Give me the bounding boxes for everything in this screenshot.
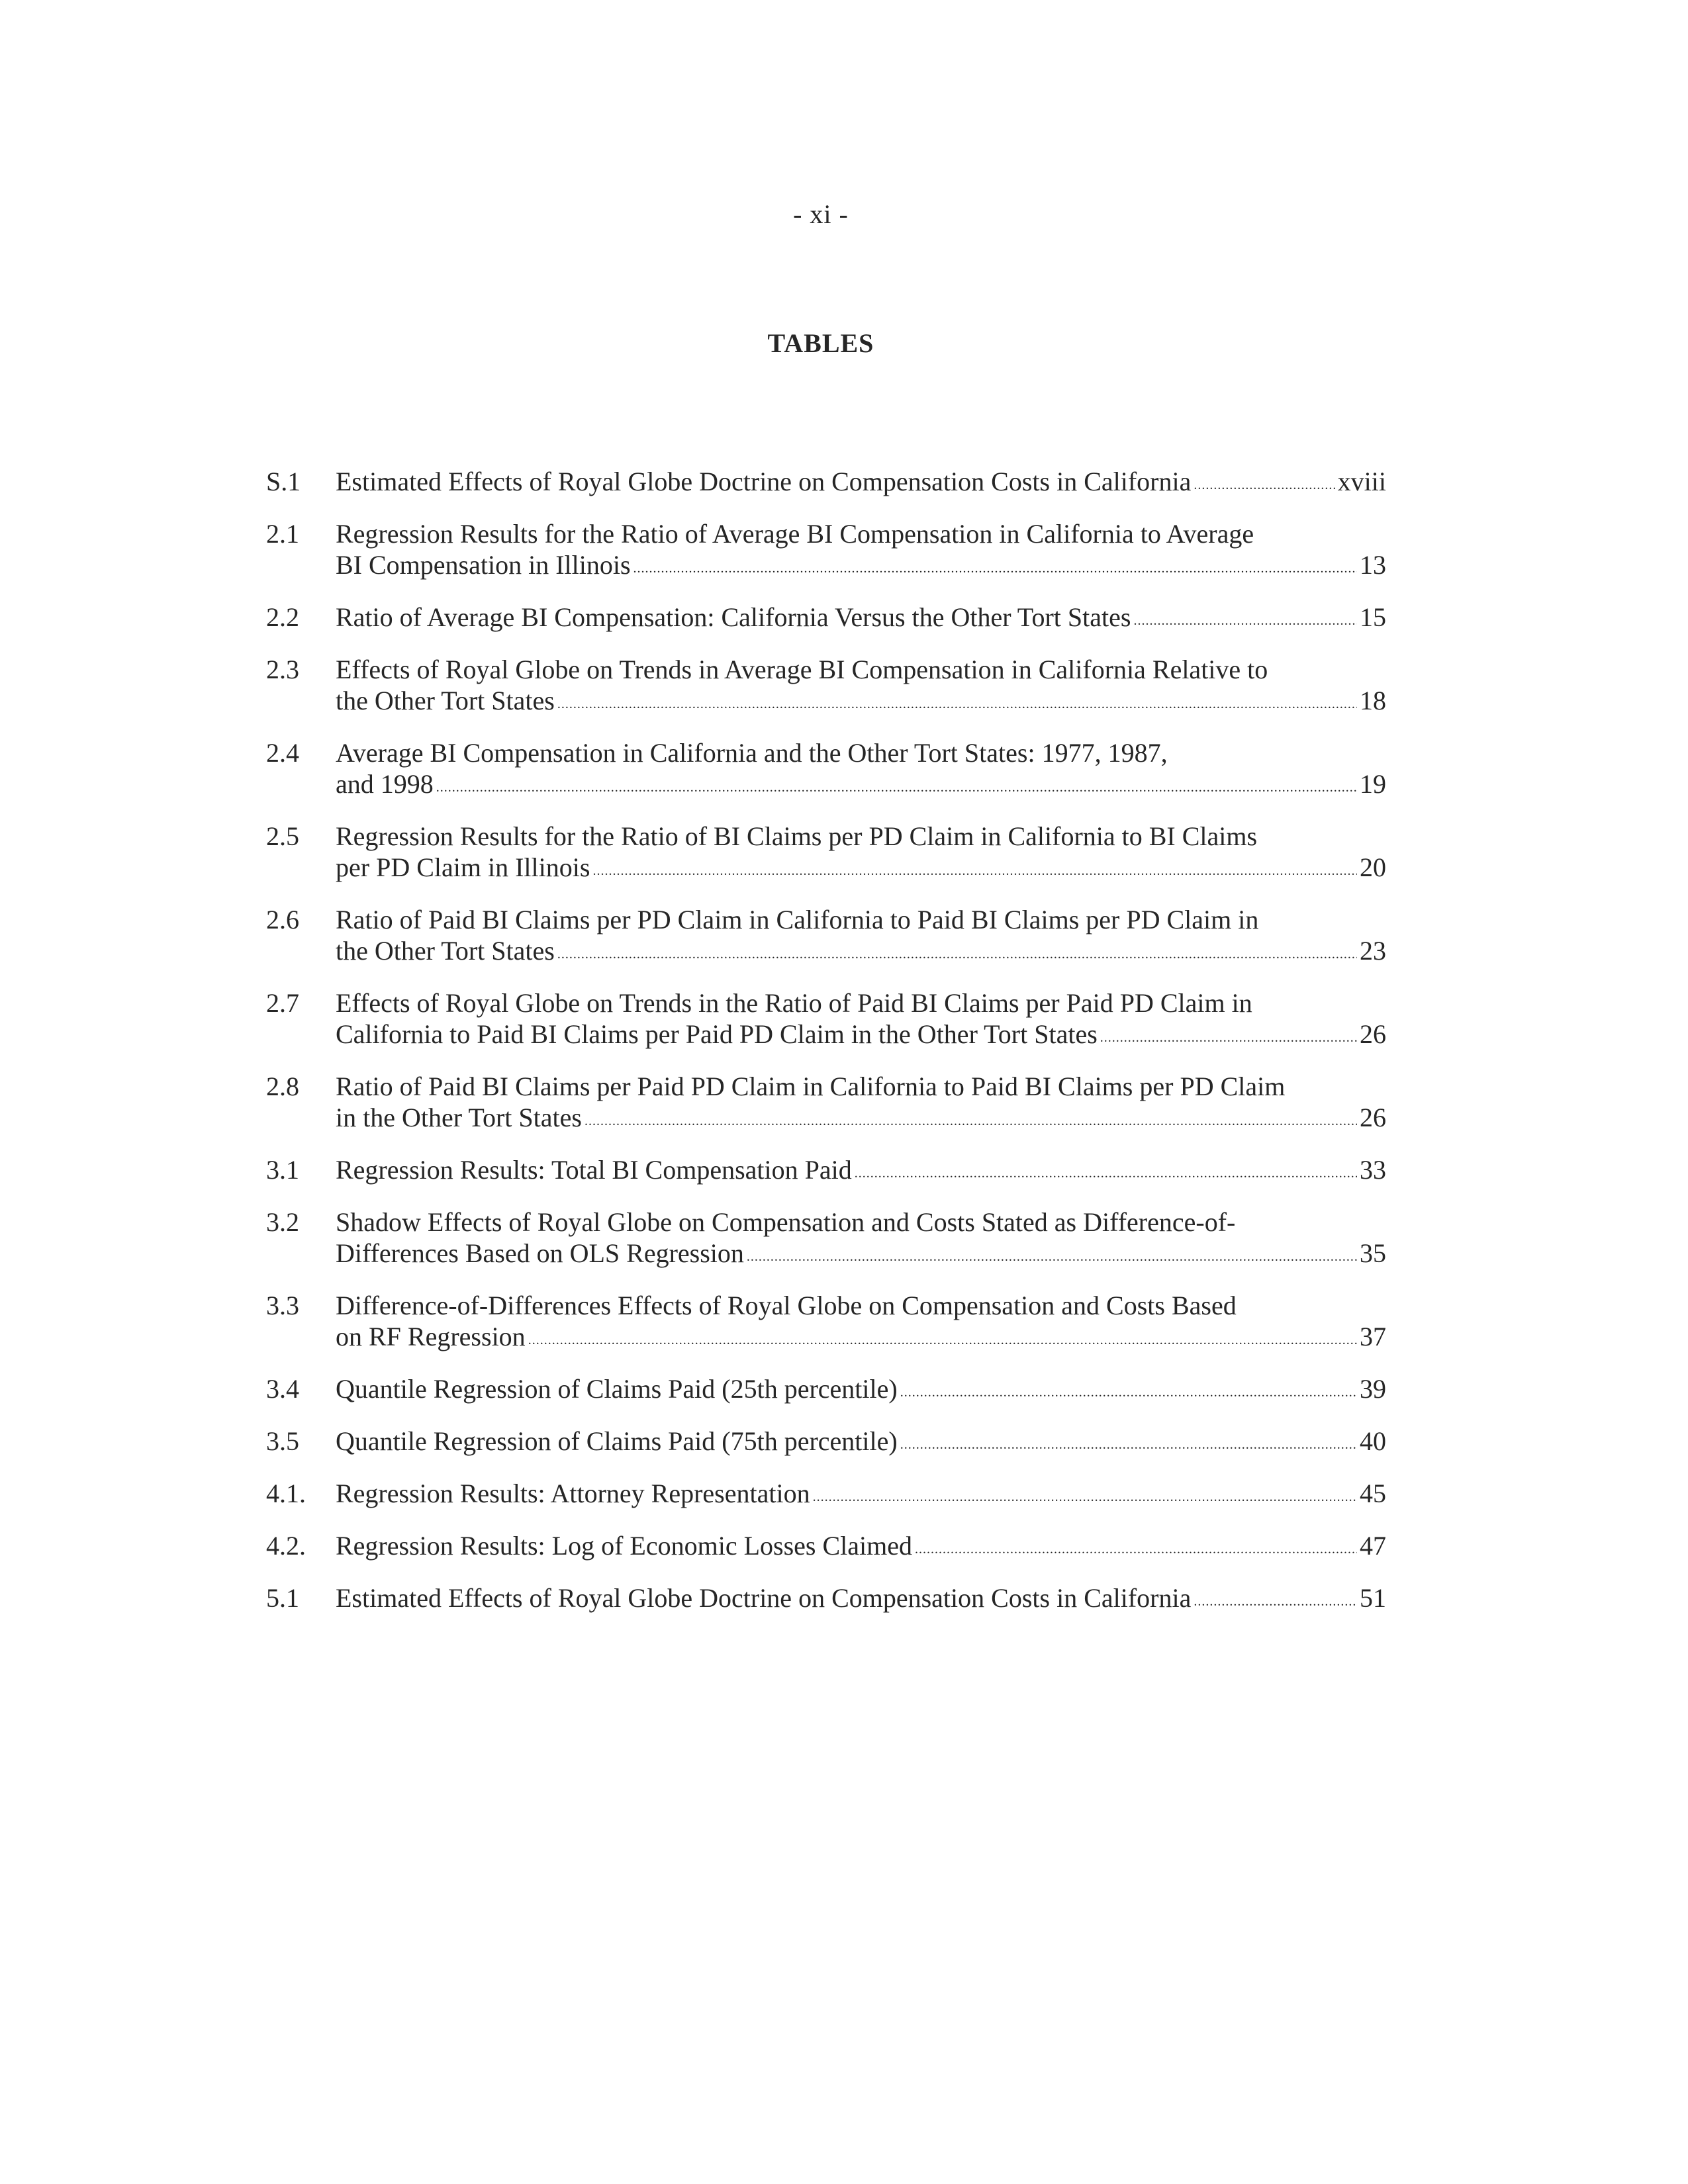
toc-entry-last-line	[336, 768, 1386, 805]
toc-entry-page: 15	[1360, 602, 1386, 632]
toc-entry	[266, 1582, 1386, 1619]
toc-entry-title	[336, 518, 1386, 586]
dot-leader	[585, 1106, 1357, 1137]
toc-entry-last-line	[336, 466, 1386, 502]
toc-entry-title-line: Regression Results: Attorney Representation	[336, 1479, 810, 1508]
dot-leader	[900, 1377, 1357, 1408]
toc-entry-number: 2.4	[266, 738, 299, 768]
page-number: - xi -	[793, 199, 849, 229]
dot-leader	[1194, 470, 1335, 501]
toc-entry-number: 2.5	[266, 821, 299, 851]
toc-entry-title-line: Estimated Effects of Royal Globe Doctrine on Compensation Costs in California	[336, 1583, 1192, 1613]
toc-entry	[266, 1530, 1386, 1567]
toc-entry-title	[336, 1071, 1386, 1138]
toc-entry-page: 23	[1360, 936, 1386, 966]
toc-entry-title	[336, 654, 1386, 721]
toc-entry-number: 2.8	[266, 1071, 299, 1101]
toc-entry	[266, 1206, 1386, 1274]
toc-entry-page: 20	[1360, 852, 1386, 882]
toc-entry-page: 37	[1360, 1322, 1386, 1351]
toc-entry	[266, 1426, 1386, 1462]
toc-entry	[266, 987, 1386, 1055]
dot-leader	[436, 772, 1357, 803]
toc-entry-title-line: Average BI Compensation in California and the Other Tort States: 1977, 1987,	[336, 738, 1168, 768]
toc-entry-title-line: California to Paid BI Claims per Paid PD Claim in the Other Tort States	[336, 1019, 1098, 1049]
toc-entry-last-line	[336, 1530, 1386, 1567]
toc-entry-number: 3.1	[266, 1155, 299, 1185]
toc-entry-title	[336, 904, 1386, 972]
dot-leader	[855, 1158, 1357, 1189]
toc-entry-last-line	[336, 1373, 1386, 1410]
dot-leader	[1100, 1023, 1357, 1054]
toc-entry-title	[336, 1582, 1386, 1619]
toc-entry-title	[336, 1478, 1386, 1514]
toc-entry-title-line: Ratio of Paid BI Claims per Paid PD Claim in California to Paid BI Claims per PD Claim	[336, 1071, 1286, 1101]
toc-entry-number: 4.1.	[266, 1479, 306, 1508]
dot-leader	[528, 1325, 1357, 1356]
toc-entry-number: 5.1	[266, 1583, 299, 1613]
toc-entry	[266, 1154, 1386, 1191]
dot-leader	[900, 1430, 1357, 1461]
toc-entry-title-line: Quantile Regression of Claims Paid (75th percentile)	[336, 1426, 898, 1456]
toc-entry-title-line: Shadow Effects of Royal Globe on Compensation and Costs Stated as Difference-of-	[336, 1207, 1236, 1237]
toc-entry	[266, 1478, 1386, 1514]
toc-entry-page: 18	[1360, 686, 1386, 715]
toc-entry-page: 13	[1360, 550, 1386, 580]
toc-entry-number: 3.2	[266, 1207, 299, 1237]
toc-entry-title	[336, 1426, 1386, 1462]
toc-entry-page: 47	[1360, 1531, 1386, 1561]
toc-entry	[266, 904, 1386, 972]
toc-entry-title-line: Ratio of Average BI Compensation: California Versus the Other Tort States	[336, 602, 1131, 632]
toc-entry	[266, 821, 1386, 888]
dot-leader	[1194, 1586, 1357, 1617]
toc-entry-number: 2.2	[266, 602, 299, 632]
page-title: TABLES	[767, 328, 874, 358]
toc-entry-title-line: Effects of Royal Globe on Trends in Average BI Compensation in California Relative to	[336, 655, 1268, 684]
toc-entry-number: 3.4	[266, 1374, 299, 1404]
toc-entry-title-line: and 1998	[336, 769, 434, 799]
toc-entry-last-line	[336, 1019, 1386, 1055]
toc-entry-number: 2.7	[266, 988, 299, 1018]
toc-entry-last-line	[336, 1238, 1386, 1274]
toc-entry-title-line: Quantile Regression of Claims Paid (25th percentile)	[336, 1374, 898, 1404]
toc-entry-number: 2.3	[266, 655, 299, 684]
toc-entry	[266, 1071, 1386, 1138]
toc-entry-last-line	[336, 549, 1386, 586]
dot-leader	[813, 1482, 1357, 1513]
toc-entry-last-line	[336, 1426, 1386, 1462]
toc-entry-title	[336, 1290, 1386, 1357]
toc-entry-title	[336, 466, 1386, 502]
toc-entry-last-line	[336, 685, 1386, 721]
toc-entry-page: 26	[1360, 1103, 1386, 1132]
toc-entry-number: S.1	[266, 467, 301, 496]
toc-entry-number: 4.2.	[266, 1531, 306, 1561]
toc-entry-title	[336, 737, 1386, 805]
toc-entry	[266, 518, 1386, 586]
toc-entry	[266, 1373, 1386, 1410]
toc-entry-title-line: Effects of Royal Globe on Trends in the Ratio of Paid BI Claims per Paid PD Claim in	[336, 988, 1252, 1018]
toc-entry-title-line: in the Other Tort States	[336, 1103, 582, 1132]
toc-entry-title	[336, 1373, 1386, 1410]
toc-entry-page: 51	[1360, 1583, 1386, 1613]
toc-entry-title-line: Difference-of-Differences Effects of Royal Globe on Compensation and Costs Based	[336, 1291, 1237, 1320]
toc-entry-number: 2.1	[266, 519, 299, 549]
toc-entry-title-line: BI Compensation in Illinois	[336, 550, 631, 580]
toc-entry-number: 2.6	[266, 905, 299, 934]
dot-leader	[557, 939, 1357, 970]
toc-entry-last-line	[336, 935, 1386, 972]
toc-entry-title-line: Regression Results for the Ratio of BI Claims per PD Claim in California to BI Claims	[336, 821, 1258, 851]
toc-entry-title	[336, 1154, 1386, 1191]
toc-entry-title	[336, 1530, 1386, 1567]
toc-entry-title	[336, 821, 1386, 888]
toc-entry-last-line	[336, 852, 1386, 888]
toc-entry-title-line: Regression Results: Log of Economic Losses Claimed	[336, 1531, 912, 1561]
toc-entry-title	[336, 1206, 1386, 1274]
table-list	[266, 466, 1386, 1635]
toc-entry-title-line: the Other Tort States	[336, 686, 555, 715]
toc-entry-title-line: Regression Results for the Ratio of Average BI Compensation in California to Average	[336, 519, 1254, 549]
toc-entry-page: 40	[1360, 1426, 1386, 1456]
toc-entry-page: 45	[1360, 1479, 1386, 1508]
dot-leader	[592, 856, 1357, 887]
toc-entry-title-line: Regression Results: Total BI Compensation Paid	[336, 1155, 852, 1185]
toc-entry-last-line	[336, 602, 1386, 638]
toc-entry-title	[336, 987, 1386, 1055]
toc-entry-title-line: the Other Tort States	[336, 936, 555, 966]
toc-entry-title-line: Estimated Effects of Royal Globe Doctrine on Compensation Costs in California	[336, 467, 1192, 496]
toc-entry	[266, 602, 1386, 638]
toc-entry-title-line: Differences Based on OLS Regression	[336, 1238, 744, 1268]
toc-entry-last-line	[336, 1321, 1386, 1357]
toc-entry-title-line: Ratio of Paid BI Claims per PD Claim in California to Paid BI Claims per PD Claim in	[336, 905, 1259, 934]
toc-entry-title-line: per PD Claim in Illinois	[336, 852, 590, 882]
toc-entry-page: 39	[1360, 1374, 1386, 1404]
toc-entry-last-line	[336, 1154, 1386, 1191]
toc-entry-page: 26	[1360, 1019, 1386, 1049]
toc-entry	[266, 466, 1386, 502]
toc-entry-page: xviii	[1337, 467, 1386, 496]
toc-entry-page: 33	[1360, 1155, 1386, 1185]
toc-entry-page: 35	[1360, 1238, 1386, 1268]
toc-entry-number: 3.5	[266, 1426, 299, 1456]
toc-entry-title-line: on RF Regression	[336, 1322, 526, 1351]
dot-leader	[633, 553, 1357, 584]
toc-entry-last-line	[336, 1478, 1386, 1514]
toc-entry-title	[336, 602, 1386, 638]
toc-entry	[266, 737, 1386, 805]
toc-entry-last-line	[336, 1102, 1386, 1138]
toc-entry-page: 19	[1360, 769, 1386, 799]
dot-leader	[915, 1534, 1357, 1565]
dot-leader	[747, 1242, 1357, 1273]
toc-entry-last-line	[336, 1582, 1386, 1619]
toc-entry	[266, 1290, 1386, 1357]
dot-leader	[1133, 606, 1357, 637]
toc-entry	[266, 654, 1386, 721]
dot-leader	[557, 689, 1357, 720]
toc-entry-number: 3.3	[266, 1291, 299, 1320]
